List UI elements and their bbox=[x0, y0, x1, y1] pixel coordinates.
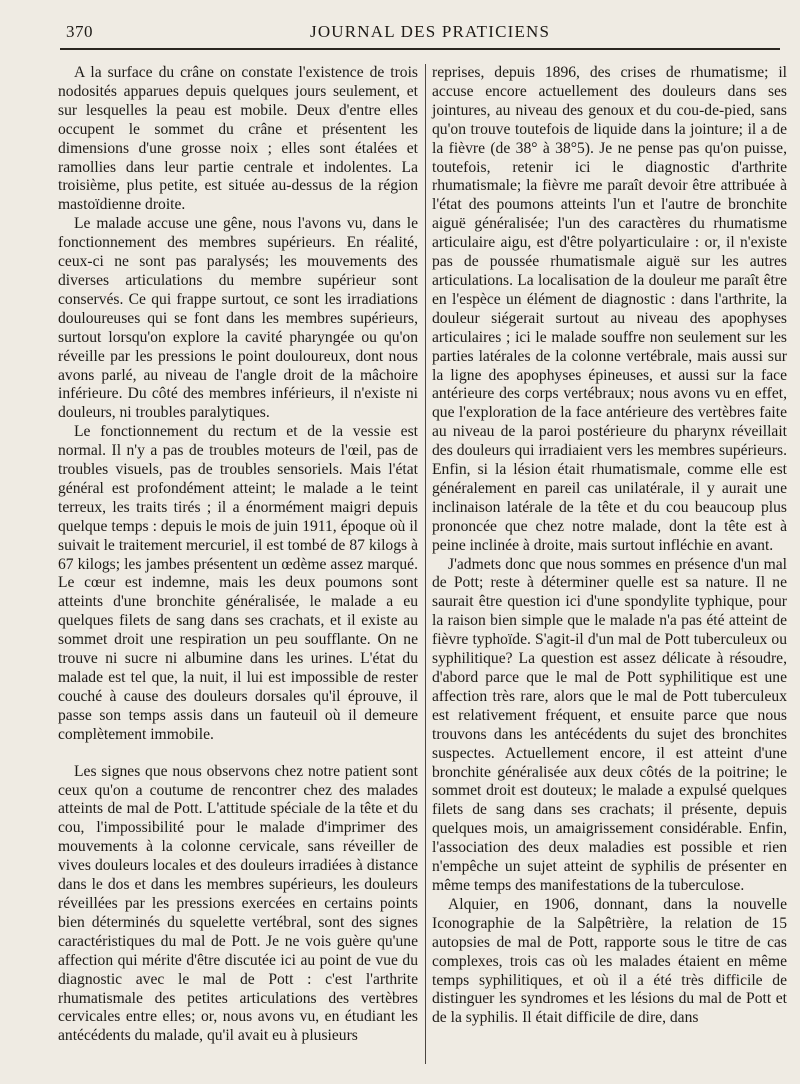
paragraph: Le malade accuse une gêne, nous l'avons vu, dans le fonctionnement des membres supérieurs. En réalité, ceux-ci ne sont pas paralysés; les mouvements des diverses articulations du membre supérieur sont conservés. Ce qui frappe surtout, ce sont les irradiations douloureuses qui se font dans les membres supérieurs, surtout lorsqu'on explore la cavité pharyngée ou qu'on réveille par les pressions le point douloureux, dont nous avons parlé, au niveau de l'angle droit de la mâchoire inférieure. Du côté des membres inférieurs, il n'existe ni douleurs, ni troubles paralytiques. bbox=[58, 215, 418, 422]
header-rule bbox=[60, 48, 780, 50]
paragraph: J'admets donc que nous sommes en présence d'un mal de Pott; reste à déterminer quelle est sa nature. Il ne saurait être question ici d'une spondylite typhique, pour la raison bien simple que le malade n'a pas été atteint de fièvre typhoïde. S'agit-il d'un mal de Pott tuberculeux ou syphilitique? La question est assez délicate à résoudre, d'abord parce que le mal de Pott syphilitique est une affection très rare, alors que le mal de Pott tuberculeux est relativement fréquent, et ensuite parce que nous trouvons dans les antécédents du sujet des bronchites suspectes. Actuellement encore, il est atteint d'une bronchite généralisée aux deux côtés de la poitrine; le sommet droit est douteux; le malade a expulsé quelques filets de sang dans ses crachats; il présente, depuis quelques mois, un amaigrissement considérable. Enfin, l'association des deux maladies est possible et rien n'empêche un sujet atteint de syphilis de présenter en même temps des manifestations de la tuberculose. bbox=[432, 555, 787, 894]
paragraph: Alquier, en 1906, donnant, dans la nouvelle Iconographie de la Salpêtrière, la relation de 15 autopsies de mal de Pott, rapporte sous le titre de cas complexes, trois cas où les malades étaient en même temps syphilitiques, et où il a été très difficile de distinguer les syndromes et les lésions du mal de Pott et de la syphilis. Il était difficile de dire, dans bbox=[432, 895, 787, 1027]
paragraph: A la surface du crâne on constate l'existence de trois nodosités apparues depuis quelques jours seulement, et sur lesquelles la peau est mobile. Deux d'entre elles occupent le sommet du crâne et présentent les dimensions d'une grosse noix ; elles sont étalées et ramollies dans leur partie centrale et indolentes. La troisième, plus petite, est située au-dessus de la région mastoïdienne droite. bbox=[58, 64, 418, 214]
page-number: 370 bbox=[66, 22, 93, 41]
column-divider bbox=[425, 64, 426, 1064]
paragraph: reprises, depuis 1896, des crises de rhumatisme; il accuse encore actuellement des douleurs dans ses jointures, au niveau des genoux et du cou-de-pied, sans qu'on trouve toutefois de liquide dans la jointure; il a de la fièvre (de 38° à 38°5). Je ne pense pas qu'on puisse, toutefois, retenir ici le diagnostic d'arthrite rhumatismale; la fièvre me paraît devoir être attribuée à l'état des poumons atteints l'un et l'autre de bronchite aiguë généralisée; l'un des caractères du rhumatisme articulaire aigu, est d'être polyarticulaire : or, il n'existe pas de poussée rhumatismale aiguë sur les autres articulations. La localisation de la douleur me paraît être en l'espèce un élément de diagnostic : dans l'arthrite, la douleur siégerait surtout au niveau des apophyses articulaires ; ici le malade souffre non seulement sur les parties latérales de la colonne vertébrale, mais aussi sur la ligne des apophyses épineuses, et aussi sur la face antérieure des corps vertébraux; nous avons vu en effet, que l'exploration de la face antérieure des vertèbres faite au niveau de la paroi postérieure du pharynx réveillait des douleurs qui irradiaient vers les membres supérieurs. Enfin, si la lésion était rhumatismale, comme elle est généralement en pareil cas unilatérale, il y aurait une inclinaison latérale de la tête et du cou beaucoup plus prononcée que chez notre malade, dont la tête est à peine inclinée à droite, mais surtout infléchie en avant. bbox=[432, 64, 787, 554]
page-header bbox=[0, 0, 800, 60]
journal-title: JOURNAL DES PRATICIENS bbox=[310, 22, 551, 41]
right-column bbox=[432, 64, 787, 1028]
paragraph: Le fonctionnement du rectum et de la vessie est normal. Il n'y a pas de troubles moteurs de l'œil, pas de troubles visuels, pas de troubles sensoriels. Mais l'état général est profondément atteint; le malade a le teint terreux, les traits tirés ; il a énormément maigri depuis quelque temps : depuis le mois de juin 1911, époque où il suivait le traitement mercuriel, il est tombé de 87 kilogs à 67 kilogs; les jambes présentent un œdème assez marqué. Le cœur est indemne, mais les deux poumons sont atteints d'une bronchite généralisée, le malade a eu quelques filets de sang dans ses crachats, et il existe au sommet droit une respiration un peu soufflante. On ne trouve ni sucre ni albumine dans les urines. L'état du malade est tel que, la nuit, il lui est impossible de rester couché à cause des douleurs dorsales qu'il éprouve, il passe son temps assis dans un fauteuil où il demeure complètement immobile. bbox=[58, 423, 418, 743]
paragraph: Les signes que nous observons chez notre patient sont ceux qu'on a coutume de rencontrer chez des malades atteints de mal de Pott. L'attitude spéciale de la tête et du cou, l'impossibilité pour le malade d'imprimer des mouvements à la colonne cervicale, sans réveiller de vives douleurs locales et des douleurs irradiées à distance dans le dos et dans les membres supérieurs, les douleurs réveillées par les pressions exercées en certains points bien déterminés du squelette vertébral, sont des signes caractéristiques du mal de Pott. Je ne vois guère qu'une affection qui mérite d'être discutée ici au point de vue du diagnostic avec le mal de Pott : c'est l'arthrite rhumatismale des petites articulations des vertèbres cervicales entre elles; or, nous avons vu, en étudiant les antécédents du malade, qu'il avait eu à plusieurs bbox=[58, 762, 418, 1045]
left-column bbox=[58, 64, 418, 1046]
